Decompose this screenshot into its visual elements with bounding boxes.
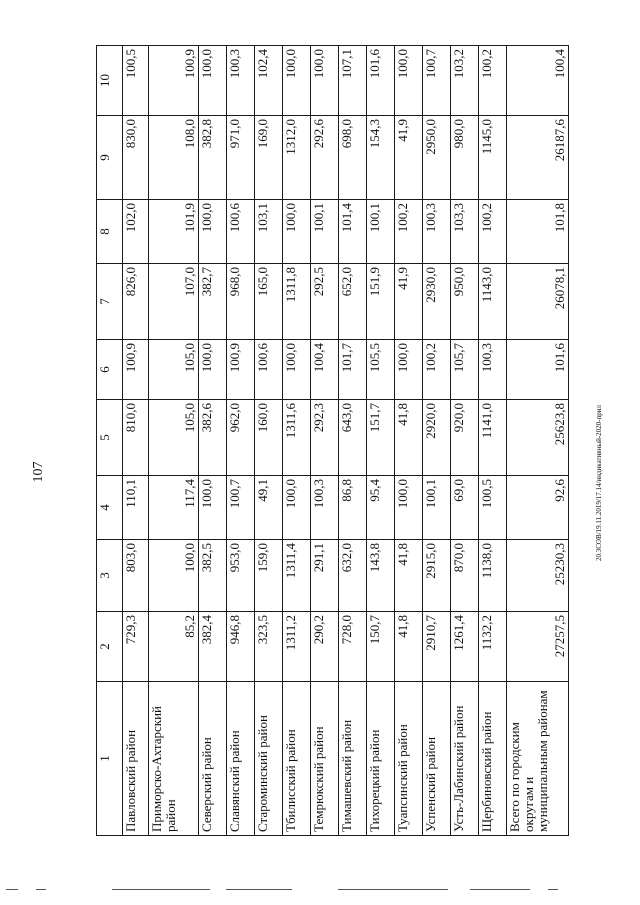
value-cell: 810,0	[123, 400, 149, 476]
value-cell: 101,7	[339, 340, 367, 400]
margin-dash	[338, 889, 448, 890]
table-row	[451, 46, 479, 836]
value-cell: 968,0	[227, 264, 255, 340]
value-cell: 100,0	[311, 46, 339, 116]
value-cell: 25230,3	[507, 540, 569, 612]
value-cell: 150,7	[367, 612, 395, 682]
table-row	[311, 46, 339, 836]
value-cell: 100,0	[199, 340, 227, 400]
value-cell: 100,5	[479, 476, 507, 540]
value-cell: 49,1	[255, 476, 283, 540]
table-row	[255, 46, 283, 836]
value-cell: 103,1	[255, 200, 283, 264]
table-row	[479, 46, 507, 836]
table-row	[423, 46, 451, 836]
value-cell: 100,9	[227, 340, 255, 400]
value-cell: 25623,8	[507, 400, 569, 476]
value-cell: 105,0	[149, 340, 199, 400]
value-cell: 971,0	[227, 116, 255, 200]
header-cell: 5	[97, 400, 123, 476]
value-cell: 1138,0	[479, 540, 507, 612]
value-cell: 698,0	[339, 116, 367, 200]
row-name: Староминский район	[255, 682, 283, 836]
value-cell: 382,6	[199, 400, 227, 476]
value-cell: 1132,2	[479, 612, 507, 682]
margin-dash	[6, 889, 18, 890]
row-name: Туапсинский район	[395, 682, 423, 836]
value-cell: 100,7	[227, 476, 255, 540]
value-cell: 169,0	[255, 116, 283, 200]
value-cell: 41,9	[395, 264, 423, 340]
value-cell: 100,1	[367, 200, 395, 264]
row-name: Славянский район	[227, 682, 255, 836]
value-cell: 103,2	[451, 46, 479, 116]
value-cell: 41,9	[395, 116, 423, 200]
value-cell: 100,2	[479, 200, 507, 264]
value-cell: 100,3	[227, 46, 255, 116]
value-cell: 117,4	[149, 476, 199, 540]
value-cell: 107,1	[339, 46, 367, 116]
value-cell: 946,8	[227, 612, 255, 682]
value-cell: 1311,4	[283, 540, 311, 612]
value-cell: 1312,0	[283, 116, 311, 200]
header-cell: 6	[97, 340, 123, 400]
row-name: Успенский район	[423, 682, 451, 836]
value-cell: 41,8	[395, 612, 423, 682]
value-cell: 100,0	[395, 340, 423, 400]
table-row	[339, 46, 367, 836]
value-cell: 2920,0	[423, 400, 451, 476]
value-cell: 290,2	[311, 612, 339, 682]
value-cell: 86,8	[339, 476, 367, 540]
value-cell: 100,1	[311, 200, 339, 264]
value-cell: 165,0	[255, 264, 283, 340]
value-cell: 728,0	[339, 612, 367, 682]
row-name: Тбилисский район	[283, 682, 311, 836]
value-cell: 826,0	[123, 264, 149, 340]
value-cell: 105,7	[451, 340, 479, 400]
value-cell: 100,4	[311, 340, 339, 400]
table-row	[123, 46, 149, 836]
value-cell: 100,0	[149, 540, 199, 612]
value-cell: 100,0	[395, 476, 423, 540]
value-cell: 101,8	[507, 200, 569, 264]
table-row	[507, 46, 569, 836]
value-cell: 100,2	[479, 46, 507, 116]
row-name: Всего по городским округам и муниципальным районам	[507, 682, 569, 836]
value-cell: 2915,0	[423, 540, 451, 612]
value-cell: 100,0	[199, 476, 227, 540]
value-cell: 382,7	[199, 264, 227, 340]
value-cell: 160,0	[255, 400, 283, 476]
value-cell: 100,0	[283, 476, 311, 540]
value-cell: 962,0	[227, 400, 255, 476]
row-name: Щербиновский район	[479, 682, 507, 836]
value-cell: 100,0	[283, 340, 311, 400]
value-cell: 100,0	[395, 46, 423, 116]
value-cell: 100,3	[311, 476, 339, 540]
value-cell: 108,0	[149, 116, 199, 200]
value-cell: 1141,0	[479, 400, 507, 476]
value-cell: 382,5	[199, 540, 227, 612]
value-cell: 100,6	[227, 200, 255, 264]
header-cell: 3	[97, 540, 123, 612]
value-cell: 953,0	[227, 540, 255, 612]
value-cell: 1145,0	[479, 116, 507, 200]
value-cell: 100,0	[199, 200, 227, 264]
value-cell: 26078,1	[507, 264, 569, 340]
margin-dash	[112, 889, 210, 890]
table-row	[283, 46, 311, 836]
row-name: Тимашевский район	[339, 682, 367, 836]
value-cell: 85,2	[149, 612, 199, 682]
value-cell: 101,4	[339, 200, 367, 264]
value-cell: 159,0	[255, 540, 283, 612]
value-cell: 1311,8	[283, 264, 311, 340]
value-cell: 69,0	[451, 476, 479, 540]
value-cell: 100,2	[395, 200, 423, 264]
value-cell: 100,2	[423, 340, 451, 400]
value-cell: 110,1	[123, 476, 149, 540]
margin-dash	[470, 889, 530, 890]
value-cell: 101,6	[507, 340, 569, 400]
value-cell: 95,4	[367, 476, 395, 540]
value-cell: 103,3	[451, 200, 479, 264]
value-cell: 100,0	[199, 46, 227, 116]
value-cell: 980,0	[451, 116, 479, 200]
value-cell: 382,8	[199, 116, 227, 200]
page-number: 107	[31, 461, 46, 483]
value-cell: 102,0	[123, 200, 149, 264]
value-cell: 105,5	[367, 340, 395, 400]
value-cell: 632,0	[339, 540, 367, 612]
value-cell: 870,0	[451, 540, 479, 612]
row-name: Северский район	[199, 682, 227, 836]
row-name: Приморско-Ахтарский район	[149, 682, 199, 836]
value-cell: 154,3	[367, 116, 395, 200]
value-cell: 100,0	[283, 200, 311, 264]
value-cell: 100,6	[255, 340, 283, 400]
header-cell: 1	[97, 682, 123, 836]
value-cell: 100,7	[423, 46, 451, 116]
margin-dash	[548, 889, 558, 890]
table-body	[97, 46, 569, 836]
header-cell: 9	[97, 116, 123, 200]
table-row	[227, 46, 255, 836]
table-frame	[96, 46, 567, 836]
value-cell: 323,5	[255, 612, 283, 682]
value-cell: 1261,4	[451, 612, 479, 682]
value-cell: 803,0	[123, 540, 149, 612]
value-cell: 101,9	[149, 200, 199, 264]
table-row	[149, 46, 199, 836]
value-cell: 101,6	[367, 46, 395, 116]
row-name: Тихорецкий район	[367, 682, 395, 836]
row-name: Усть-Лабинский район	[451, 682, 479, 836]
value-cell: 729,3	[123, 612, 149, 682]
header-cell: 10	[97, 46, 123, 116]
value-cell: 92,6	[507, 476, 569, 540]
rotated-table-wrapper	[96, 46, 567, 836]
table-row	[367, 46, 395, 836]
value-cell: 107,0	[149, 264, 199, 340]
value-cell: 100,3	[423, 200, 451, 264]
value-cell: 102,4	[255, 46, 283, 116]
table-row	[199, 46, 227, 836]
value-cell: 1143,0	[479, 264, 507, 340]
value-cell: 100,4	[507, 46, 569, 116]
value-cell: 292,5	[311, 264, 339, 340]
value-cell: 143,8	[367, 540, 395, 612]
value-cell: 151,9	[367, 264, 395, 340]
table-row	[395, 46, 423, 836]
header-cell: 7	[97, 264, 123, 340]
value-cell: 291,1	[311, 540, 339, 612]
value-cell: 652,0	[339, 264, 367, 340]
value-cell: 100,5	[123, 46, 149, 116]
value-cell: 1311,2	[283, 612, 311, 682]
value-cell: 41,8	[395, 540, 423, 612]
value-cell: 26187,6	[507, 116, 569, 200]
value-cell: 382,4	[199, 612, 227, 682]
footer-reference: 20.3СОВ/19.11.2019/17.14/индикативный-2020-прил	[595, 405, 603, 561]
header-cell: 4	[97, 476, 123, 540]
value-cell: 100,3	[479, 340, 507, 400]
margin-dash	[36, 889, 46, 890]
value-cell: 100,9	[149, 46, 199, 116]
row-name: Темрюкский район	[311, 682, 339, 836]
value-cell: 100,0	[283, 46, 311, 116]
value-cell: 41,8	[395, 400, 423, 476]
value-cell: 830,0	[123, 116, 149, 200]
header-cell: 2	[97, 612, 123, 682]
value-cell: 292,6	[311, 116, 339, 200]
value-cell: 950,0	[451, 264, 479, 340]
value-cell: 2950,0	[423, 116, 451, 200]
value-cell: 2930,0	[423, 264, 451, 340]
value-cell: 100,9	[123, 340, 149, 400]
indicators-table	[96, 45, 569, 836]
value-cell: 27257,5	[507, 612, 569, 682]
value-cell: 920,0	[451, 400, 479, 476]
header-cell: 8	[97, 200, 123, 264]
value-cell: 105,0	[149, 400, 199, 476]
margin-dash	[226, 889, 292, 890]
value-cell: 643,0	[339, 400, 367, 476]
row-name: Павловский район	[123, 682, 149, 836]
value-cell: 151,7	[367, 400, 395, 476]
value-cell: 100,1	[423, 476, 451, 540]
value-cell: 2910,7	[423, 612, 451, 682]
value-cell: 1311,6	[283, 400, 311, 476]
value-cell: 292,3	[311, 400, 339, 476]
header-row	[97, 46, 123, 836]
